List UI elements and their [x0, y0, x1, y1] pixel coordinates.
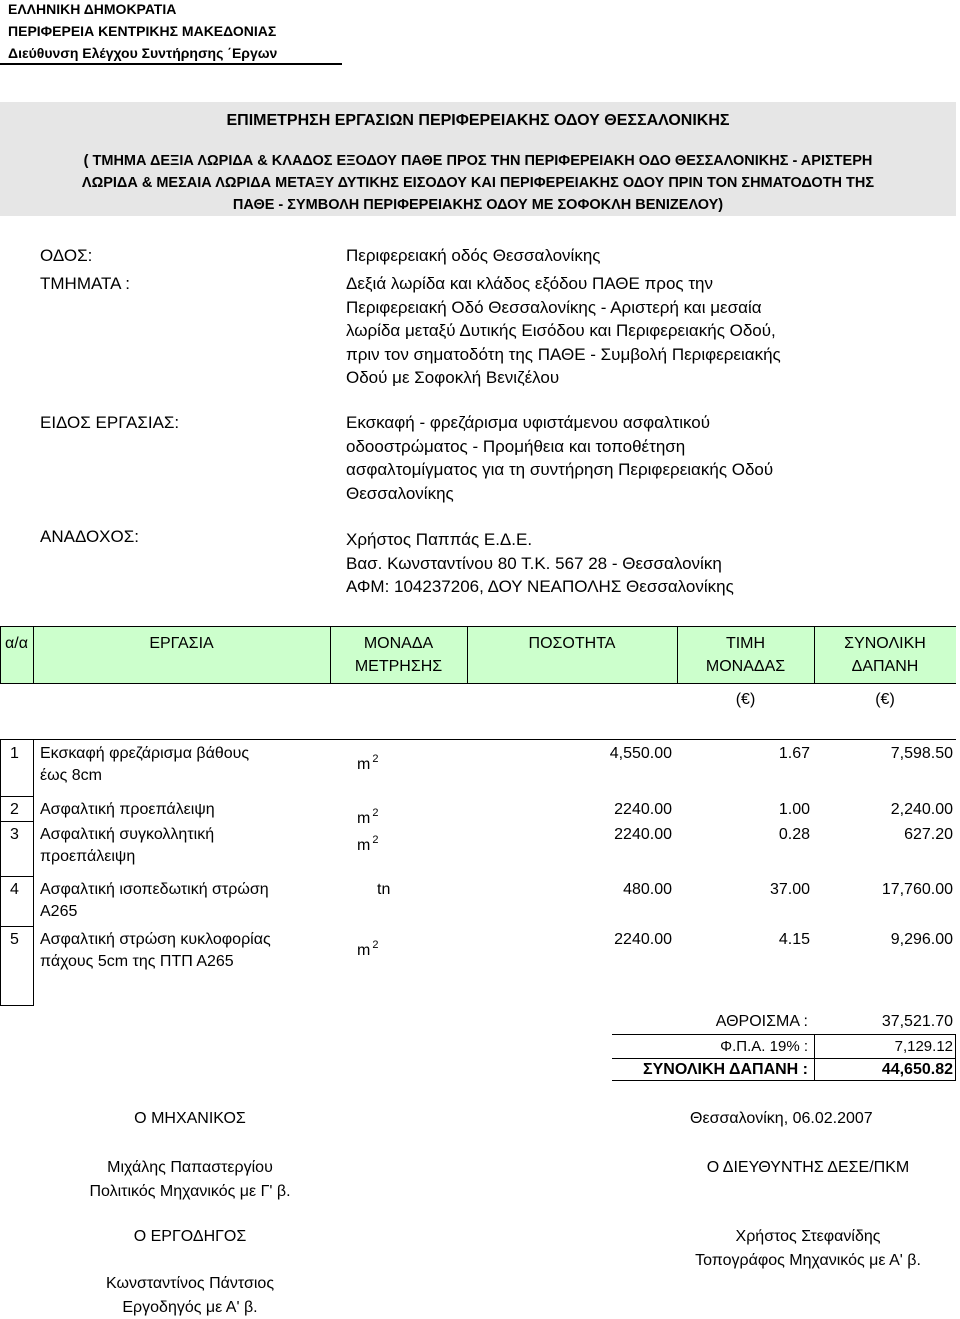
sections-line: Οδού με Σοφοκλή Βενιζέλου	[346, 368, 560, 387]
foreman-title: Ο ΕΡΓΟΔΗΓΟΣ	[133, 1228, 247, 1245]
header-underline	[0, 63, 342, 65]
currency-price: (€)	[735, 691, 756, 708]
row-2-work	[40, 799, 330, 821]
header-price-line-2: ΜΟΝΑΔΑΣ	[705, 658, 786, 675]
row-1-total: 7,598.50	[890, 745, 953, 762]
row-2-price: 1.00	[778, 801, 810, 818]
row-1-unit	[357, 748, 378, 776]
sum-label: ΑΘΡΟΙΣΜΑ :	[715, 1013, 808, 1030]
row-4-price: 37.00	[769, 881, 810, 898]
director-role: Τοπογράφος Μηχανικός με Α' β.	[695, 1252, 921, 1269]
row-1-work-line-2: έως 8cm	[40, 767, 103, 784]
row-4-total: 17,760.00	[881, 881, 953, 898]
row-1-work	[40, 743, 330, 787]
row-3-price: 0.28	[778, 826, 810, 843]
title-box	[0, 102, 956, 216]
row-2-work-line-1: Ασφαλτική προεπάλειψη	[40, 801, 215, 818]
row-5-work	[40, 929, 330, 973]
contractor-line: Χρήστος Παππάς Ε.Δ.Ε.	[346, 530, 533, 549]
row-5-work-line-1: Ασφαλτική στρώση κυκλοφορίας	[40, 931, 271, 948]
road-value: Περιφερειακή οδός Θεσσαλονίκης	[346, 246, 601, 265]
row-4-unit-base: tn	[377, 881, 391, 898]
row-4-unit	[377, 879, 390, 901]
totals-divider	[955, 1034, 956, 1081]
row-2-aa: 2	[10, 801, 19, 818]
header-total	[814, 632, 956, 678]
work-type-line: ασφαλτομίγματος για τη συντήρηση Περιφερειακής Οδού	[346, 460, 774, 479]
sections-line: Περιφερειακή Οδό Θεσσαλονίκης - Αριστερή και μεσαία	[346, 297, 762, 317]
header-line-2: ΠΕΡΙΦΕΡΕΙΑ ΚΕΝΤΡΙΚΗΣ ΜΑΚΕΔΟΝΙΑΣ	[8, 23, 277, 39]
subtitle-line-3: ΠΑΘΕ - ΣΥΜΒΟΛΗ ΠΕΡΙΦΕΡΕΙΑΚΗΣ ΟΔΟΥ ΜΕ ΣΟΦΟΚΛΗ ΒΕΝΙΖΕΛΟΥ)	[232, 197, 724, 213]
row-1-price: 1.67	[778, 745, 810, 762]
place-date: Θεσσαλονίκη, 06.02.2007	[690, 1110, 873, 1127]
row-5-price: 4.15	[778, 931, 810, 948]
row-separator	[0, 796, 34, 797]
row-1-work-line-1: Εκσκαφή φρεζάρισμα βάθους	[40, 745, 250, 762]
engineer-role: Πολιτικός Μηχανικός με Γ' β.	[89, 1183, 291, 1200]
row-1-unit-base: m	[357, 756, 371, 773]
sum-value: 37,521.70	[881, 1013, 953, 1030]
engineer-title: Ο ΜΗΧΑΝΙΚΟΣ	[134, 1110, 246, 1127]
row-2-unit-sup: 2	[372, 807, 379, 819]
header-work: ΕΡΓΑΣΙΑ	[149, 635, 214, 652]
column-divider	[33, 739, 34, 1005]
row-3-aa: 3	[10, 826, 19, 843]
row-2-unit-base: m	[357, 810, 371, 827]
row-3-unit-base: m	[357, 837, 371, 854]
work-type-label: ΕΙΔΟΣ ΕΡΓΑΣΙΑΣ:	[40, 413, 180, 432]
foreman-role: Εργοδηγός με Α' β.	[122, 1299, 258, 1316]
row-3-unit-sup: 2	[372, 834, 379, 846]
row-5-unit-sup: 2	[372, 939, 379, 951]
row-2-unit	[357, 802, 378, 830]
row-3-work-line-1: Ασφαλτική συγκολλητική	[40, 826, 215, 843]
totals-divider	[814, 1034, 815, 1081]
row-4-work-line-2: Α265	[40, 903, 78, 920]
director-name: Χρήστος Στεφανίδης	[735, 1228, 881, 1245]
row-2-total: 2,240.00	[890, 801, 953, 818]
row-separator	[0, 926, 34, 927]
row-4-work	[40, 879, 330, 923]
header-total-line-2: ΔΑΠΑΝΗ	[851, 658, 919, 675]
row-1-unit-sup: 2	[372, 753, 379, 765]
subtitle-line-2: ΛΩΡΙΔΑ & ΜΕΣΑΙΑ ΛΩΡΙΔΑ ΜΕΤΑΞΥ ΔΥΤΙΚΗΣ ΕΙΣΟΔΟΥ ΚΑΙ ΠΕΡΙΦΕΡΕΙΑΚΗΣ ΟΔΟΥ ΠΡΙΝ ΤΟΝ ΣΗΜΑΤΟΔΟΤΗ ΤΗΣ	[81, 175, 875, 191]
work-type-line: οδοοστρώματος - Προμήθεια και τοποθέτηση	[346, 436, 686, 456]
row-2-qty: 2240.00	[614, 801, 672, 818]
director-title: Ο ΔΙΕΥΘΥΝΤΗΣ ΔΕΣΕ/ΠΚΜ	[706, 1159, 910, 1176]
subtitle-line-1: ( ΤΜΗΜΑ ΔΕΞΙΑ ΛΩΡΙΔΑ & ΚΛΑΔΟΣ ΕΞΟΔΟΥ ΠΑΘΕ ΠΡΟΣ ΤΗΝ ΠΕΡΙΦΕΡΕΙΑΚΗ ΟΔΟ ΘΕΣΣΑΛΟΝΙΚΗΣ - ΑΡΙΣΤΕΡΗ	[83, 153, 873, 169]
header-line-3: Διεύθυνση Ελέγχου Συντήρησης ΄Εργων	[8, 45, 278, 61]
row-3-qty: 2240.00	[614, 826, 672, 843]
header-unit	[330, 632, 467, 678]
work-type-line: Εκσκαφή - φρεζάρισμα υφιστάμενου ασφαλτικού	[346, 413, 711, 432]
header-price-line-1: ΤΙΜΗ	[725, 635, 766, 652]
document-title: ΕΠΙΜΕΤΡΗΣΗ ΕΡΓΑΣΙΩΝ ΠΕΡΙΦΕΡΕΙΑΚΗΣ ΟΔΟΥ ΘΕΣΣΑΛΟΝΙΚΗΣ	[226, 112, 730, 129]
contractor-value	[346, 528, 936, 599]
row-separator	[0, 876, 34, 877]
row-4-qty: 480.00	[623, 881, 672, 898]
header-unit-line-2: ΜΕΤΡΗΣΗΣ	[354, 658, 443, 675]
header-qty: ΠΟΣΟΤΗΤΑ	[528, 635, 616, 652]
vat-label: Φ.Π.Α. 19% :	[720, 1038, 808, 1055]
header-total-line-1: ΣΥΝΟΛΙΚΗ	[844, 635, 926, 652]
work-type-value	[346, 411, 936, 505]
row-3-unit	[357, 829, 378, 857]
sections-line: Δεξιά λωρίδα και κλάδος εξόδου ΠΑΘΕ προς την	[346, 274, 713, 293]
work-type-line: Θεσσαλονίκης	[346, 483, 454, 503]
contractor-line: ΑΦΜ: 104237206, ΔΟΥ ΝΕΑΠΟΛΗΣ Θεσσαλονίκης	[346, 577, 734, 596]
sections-value	[346, 272, 936, 390]
row-separator	[0, 821, 34, 822]
row-5-unit	[357, 934, 378, 962]
table-body-bottom-border	[0, 1005, 34, 1006]
row-5-total: 9,296.00	[890, 931, 953, 948]
header-aa: α/α	[5, 635, 28, 652]
sections-label: ΤΜΗΜΑΤΑ :	[40, 274, 131, 293]
document-subtitle	[0, 150, 956, 216]
row-4-aa: 4	[10, 881, 19, 898]
table-left-border	[0, 739, 1, 1005]
table-body-top-border	[0, 739, 956, 740]
currency-total: (€)	[875, 691, 895, 708]
row-1-qty: 4,550.00	[609, 745, 672, 762]
sections-line: λωρίδα μεταξύ Δυτικής Εισόδου και Περιφερειακής Οδού,	[346, 321, 776, 340]
row-3-work-line-2: προεπάλειψη	[40, 848, 136, 865]
vat-value: 7,129.12	[894, 1038, 953, 1055]
contractor-line: Βασ. Κωνσταντίνου 80 Τ.Κ. 567 28 - Θεσσαλονίκη	[346, 553, 722, 573]
engineer-name: Μιχάλης Παπαστεργίου	[107, 1159, 273, 1176]
grand-total-label: ΣΥΝΟΛΙΚΗ ΔΑΠΑΝΗ :	[643, 1061, 808, 1078]
row-5-aa: 5	[10, 931, 19, 948]
row-3-work	[40, 824, 330, 868]
row-5-work-line-2: πάχους 5cm της ΠΤΠ Α265	[40, 953, 234, 970]
foreman-name: Κωνσταντίνος Πάντσιος	[105, 1275, 275, 1292]
row-1-aa: 1	[10, 745, 19, 762]
row-4-work-line-1: Ασφαλτική ισοπεδωτική στρώση	[40, 881, 269, 898]
road-label: ΟΔΟΣ:	[40, 246, 93, 265]
header-line-1: ΕΛΛΗΝΙΚΗ ΔΗΜΟΚΡΑΤΙΑ	[8, 1, 177, 17]
contractor-label: ΑΝΑΔΟΧΟΣ:	[40, 527, 139, 546]
header-price	[677, 632, 814, 678]
row-3-total: 627.20	[904, 826, 953, 843]
totals-separator	[612, 1034, 956, 1035]
row-5-qty: 2240.00	[614, 931, 672, 948]
totals-separator	[612, 1080, 956, 1081]
header-unit-line-1: ΜΟΝΑΔΑ	[363, 635, 434, 652]
sections-line: πριν τον σηματοδότη της ΠΑΘΕ - Συμβολή Περιφερειακής	[346, 344, 781, 364]
grand-total-value: 44,650.82	[881, 1061, 953, 1078]
row-5-unit-base: m	[357, 942, 371, 959]
